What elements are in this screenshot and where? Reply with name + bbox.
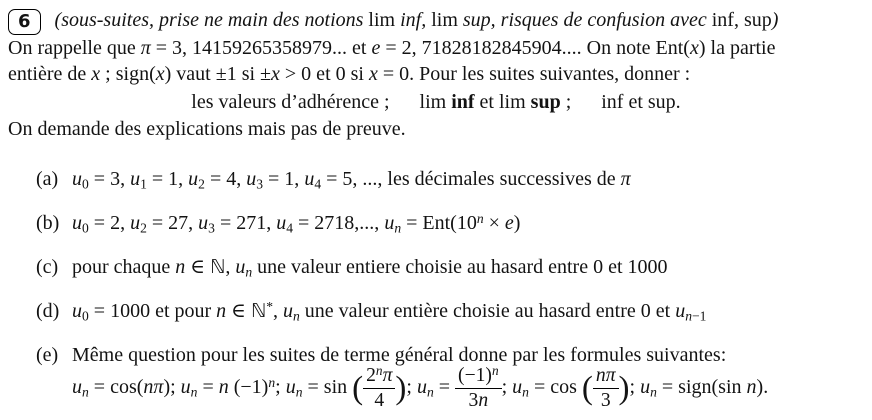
- item-text-d: $u_0 = 1000$ et pour n ∈ ℕ*, $u_n$ une valeur entière choisie au hasard entre 0 et $u_{n-1}$: [72, 298, 707, 324]
- exercise-number-box: 6: [8, 9, 41, 35]
- item-label-e: (e): [36, 344, 59, 366]
- exercise-header: [8, 6, 864, 35]
- item-e-formulas: [72, 364, 864, 412]
- list-item-b: [8, 210, 864, 236]
- intro-line-1: On rappelle que π = 3, 14159265358979... et e = 2, 71828182845904.... On note Ent(x) la partie: [8, 37, 776, 59]
- list-item-c: [8, 254, 864, 280]
- intro-line-2: entière de x ; sign(x) vaut ±1 si ±x > 0 et 0 si x = 0. Pour les suites suivantes, donner :: [8, 63, 691, 85]
- item-label-d: (d): [36, 300, 60, 322]
- formula-sequence-list: $u_n = \cos(n\pi)$; $u_n = n$ $(-1)^n$; $u_n = \sin$ ( $\frac{2^n\pi}{4}$ ); $u_n$ = $\frac{(-1)^n}{3n}$ ; $u_n = \cos$ ( $\frac{n\pi}{3}$ ); $u_n$ = sign(sin n).: [72, 362, 769, 411]
- item-text-b: $u_0 = 2$, $u_2 = 27$, $u_3 = 271$, $u_4 = 2718$,..., $u_n = Ent(10^n \times e)$: [72, 210, 521, 236]
- item-label-b: (b): [36, 212, 60, 234]
- item-list: [8, 166, 864, 412]
- list-item-a: [8, 166, 864, 192]
- item-label-a: (a): [36, 168, 59, 190]
- item-text-a: $u_0 = 3$, $u_1 = 1$, $u_2 = 4$, $u_3 = 1$, $u_4 = 5$, ..., les décimales successives de π: [72, 168, 631, 192]
- item-text-e: Même question pour les suites de terme général donne par les formules suivantes:: [72, 344, 727, 366]
- list-item-d: [8, 298, 864, 324]
- exercise-title: (sous-suites, prise ne main des notions lim inf, lim sup, risques de confusion avec inf, sup): [54, 9, 779, 31]
- centered-requirements-line: les valeurs d’adhérence ; lim inf et lim sup ; inf et sup.: [191, 91, 681, 113]
- item-text-c: pour chaque n ∈ ℕ, $u_n$ une valeur entiere choisie au hasard entre 0 et 1000: [72, 256, 668, 280]
- note-line: On demande des explications mais pas de preuve.: [8, 118, 406, 140]
- item-label-c: (c): [36, 256, 59, 278]
